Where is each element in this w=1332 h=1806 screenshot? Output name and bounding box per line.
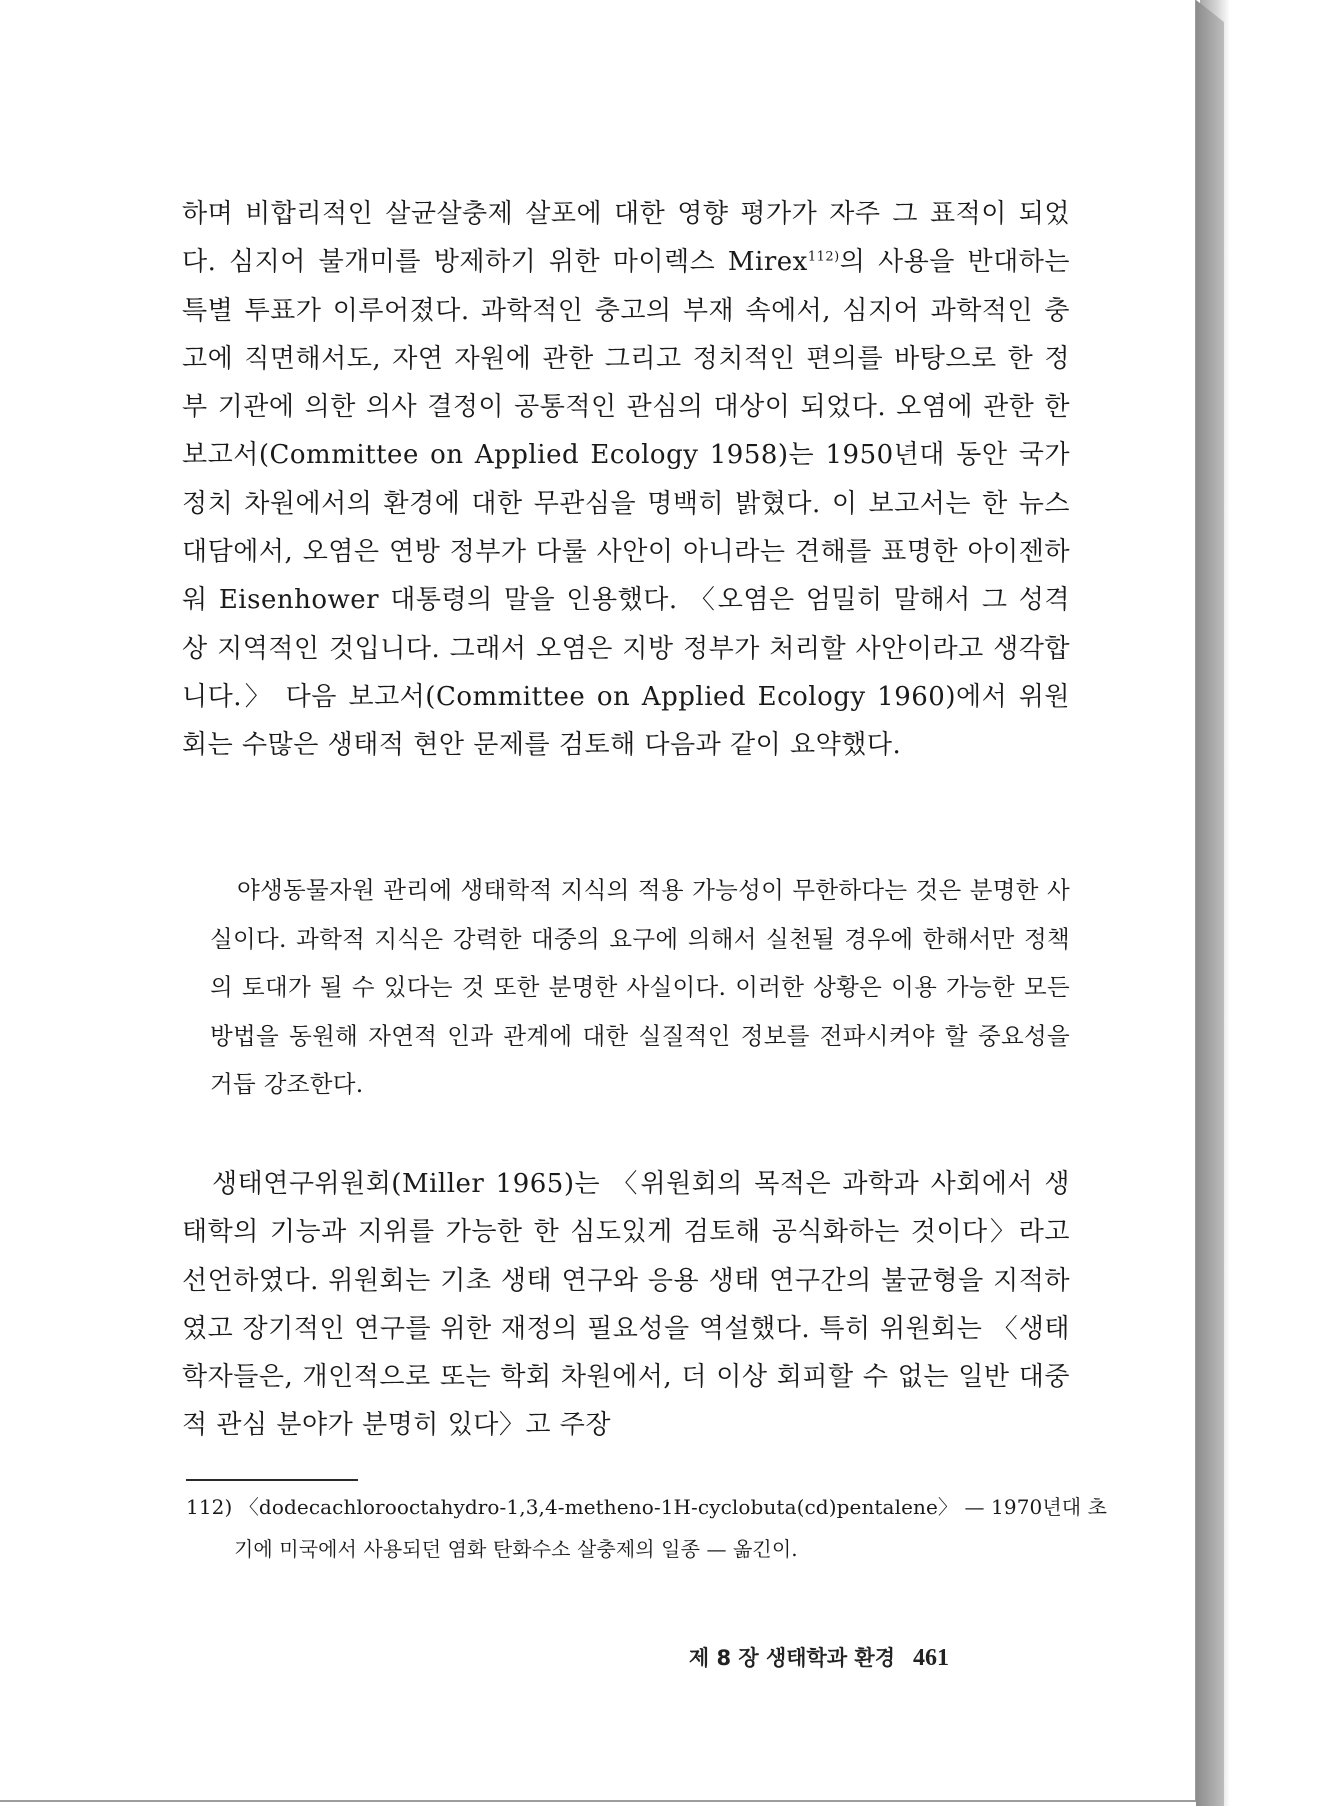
paragraph-1-text-b: 의 사용을 반대하는 특별 투표가 이루어졌다. 과학적인 충고의 부재 속에서, 심지어 과학적인 충고에 직면해서도, 자연 자원에 관한 그리고 정치적인 편의를 바탕으로 한 정부 기관에 의한 의사 결정이 공통적인 관심의 대상이 되었다. 오염에 관한 한 보고서(Committee on Applied Ecology 1958)는 1950년대 동안 국가 정치 차원에서의 환경에 대한 무관심을 명백히 밝혔다. 이 보고서는 한 뉴스 대담에서, 오염은 연방 정부가 다룰 사안이 아니라는 견해를 표명한 아이젠하워 Eisenhower 대통령의 말을 인용했다. 〈오염은 엄밀히 말해서 그 성격상 지역적인 것입니다. 그래서 오염은 지방 정부가 처리할 사안이라고 생각합니다.〉 다음 보고서(Committee on Applied Ecology 1960)에서 위원회는 수많은 생태적 현안 문제를 검토해 다음과 같이 요약했다. [182,247,1070,761]
paragraph-1-text-a: 하며 비합리적인 살균살충제 살포에 대한 영향 평가가 자주 그 표적이 되었다. 심지어 불개미를 방제하기 위한 마이렉스 Mirex [182,199,1070,278]
chapter-title: 제 8 장 생태학과 환경 [688,1646,895,1670]
block-quote: 야생동물자원 관리에 생태학적 지식의 적용 가능성이 무한하다는 것은 분명한 사실이다. 과학적 지식은 강력한 대중의 요구에 의해서 실천될 경우에 한해서만 정책의 토대가 될 수 있다는 것 또한 분명한 사실이다. 이러한 상황은 이용 가능한 모든 방법을 동원해 자연적 인과 관계에 대한 실질적인 정보를 전파시켜야 할 중요성을 거듭 강조한다. [210,876,1070,1098]
footnote-reference: 112) [807,249,840,265]
footnote-divider [186,1479,358,1481]
body-paragraph-2: 생태연구위원회(Miller 1965)는 〈위원회의 목적은 과학과 사회에서 생태학의 기능과 지위를 가능한 한 심도있게 검토해 공식화하는 것이다〉라고 선언하였다. 위원회는 기초 생태 연구와 응용 생태 연구간의 불균형을 지적하였고 장기적인 연구를 위한 재정의 필요성을 역설했다. 특히 위원회는 〈생태학자들은, 개인적으로 또는 학회 차원에서, 더 이상 회피할 수 없는 일반 대중적 관심 분야가 분명히 있다〉고 주장 [182,1169,1070,1441]
page-stack-edge [1196,0,1224,1806]
page-number: 461 [913,1645,949,1671]
footnote-112: 112) 〈dodecachlorooctahydro-1,3,4-metheno-1H-cyclobuta(cd)pentalene〉 — 1970년대 초기에 미국에서 사용되던 염화 탄화수소 살충제의 일종 — 옮긴이. [186,1495,1108,1561]
running-footer [689,1642,949,1672]
body-paragraph-1 [182,190,1070,770]
